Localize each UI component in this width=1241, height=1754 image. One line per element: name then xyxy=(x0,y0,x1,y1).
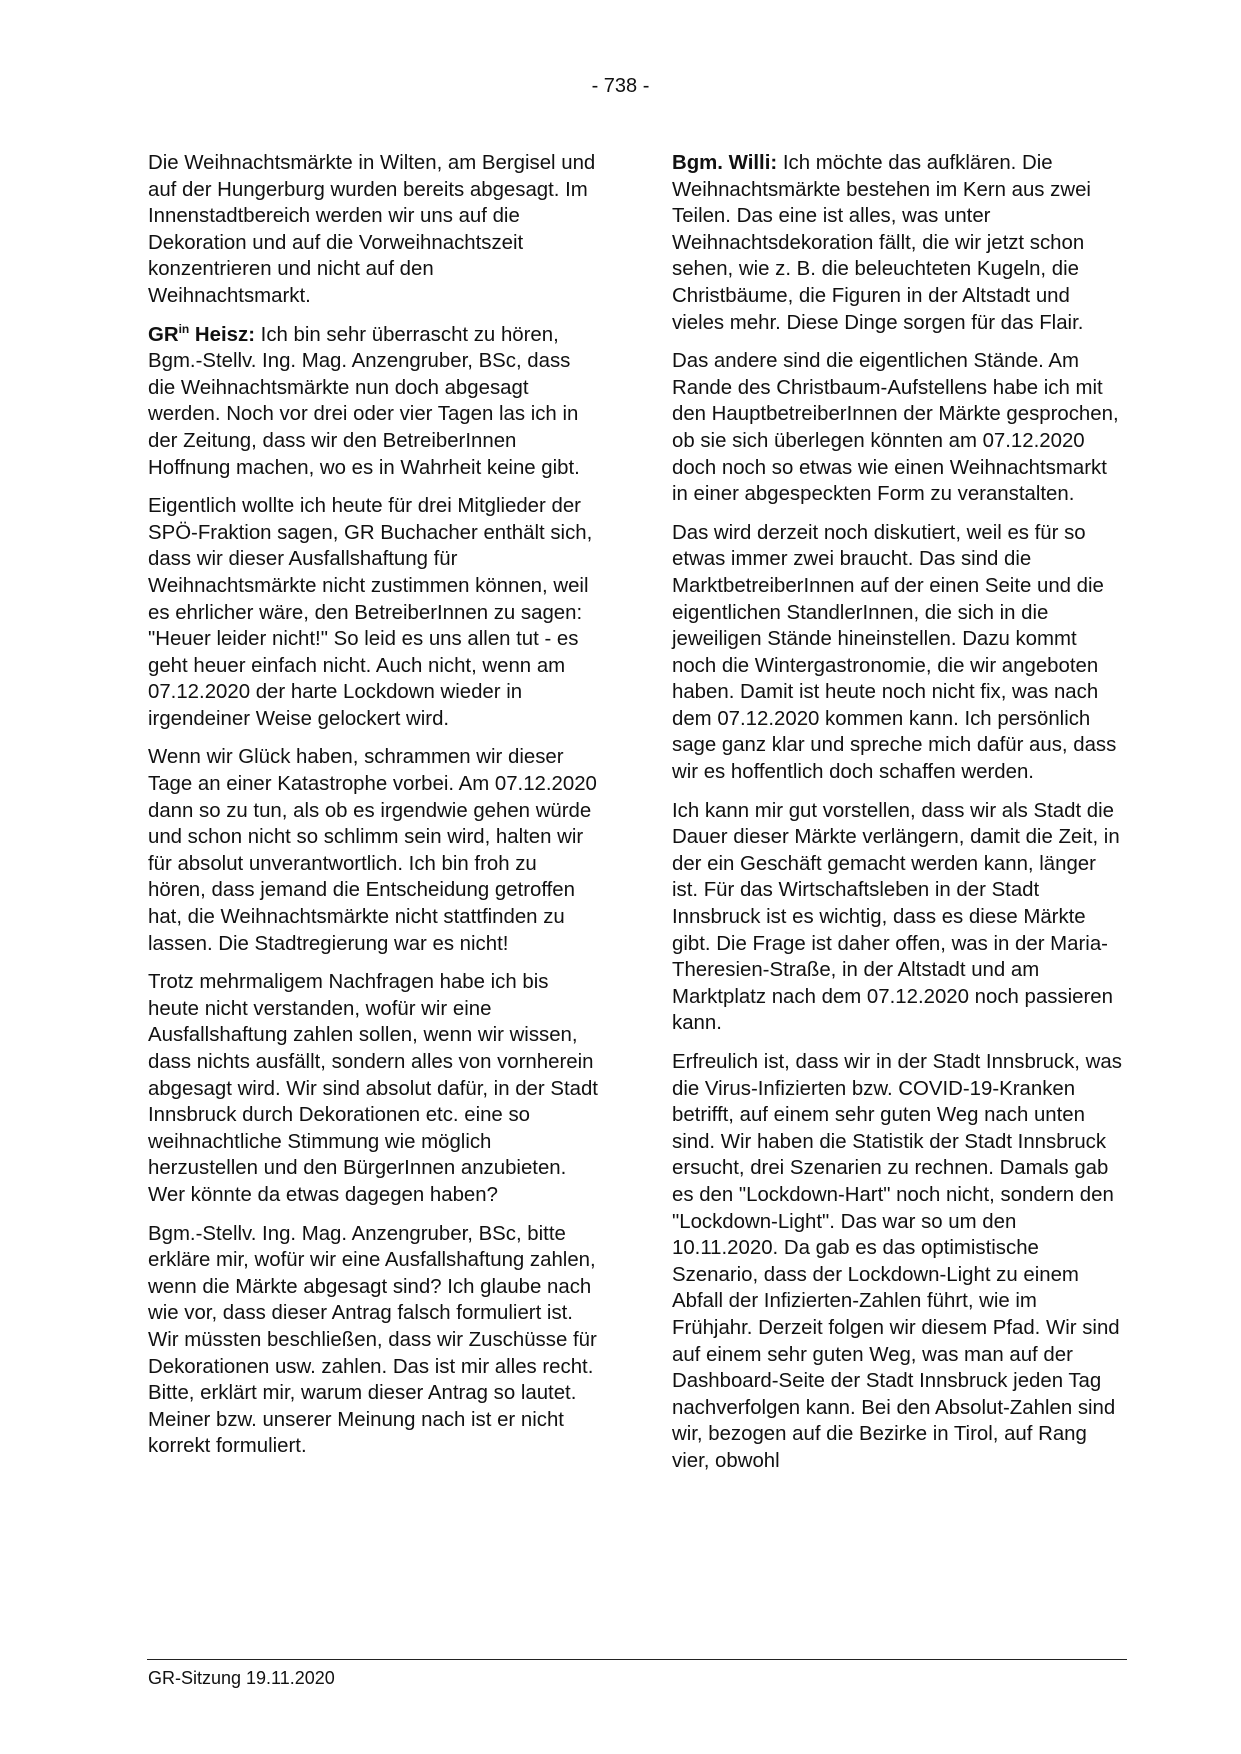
page-number: - 738 - xyxy=(591,75,650,97)
paragraph-text: Ich bin sehr überrascht zu hören, Bgm.-Stellv. Ing. Mag. Anzengruber, BSc, dass die Weihnachtsmärkte nun doch abgesagt werden. Noch vor drei oder vier Tagen las ich in der Zeitung, dass wir den BetreiberInnen Hoffnung machen, wo es in Wahrheit keine gibt. xyxy=(148,323,580,479)
paragraph-text: Ich möchte das aufklären. Die Weihnachtsmärkte bestehen im Kern aus zwei Teilen. Das eine ist alles, was unter Weihnachtsdekoration fällt, die wir jetzt schon sehen, wie z. B. die beleuchteten Kugeln, die Christbäume, die Figuren in der Altstadt und vieles mehr. Diese Dinge sorgen für das Flair. xyxy=(672,152,1091,334)
paragraph: Erfreulich ist, dass wir in der Stadt Innsbruck, was die Virus-Infizierten bzw. COVID-19-Kranken betrifft, auf einem sehr guten Weg nach unten sind. Wir haben die Statistik der Stadt Innsbruck ersucht, drei Szenarien zu rechnen. Damals gab es den "Lockdown-Hart" noch nicht, sondern den "Lockdown-Light". Das war so um den 10.11.2020. Da gab es das optimistische Szenario, dass der Lockdown-Light zu einem Abfall der Infizierten-Zahlen führt, wie im Frühjahr. Derzeit folgen wir diesem Pfad. Wir sind auf einem sehr guten Weg, was man auf der Dashboard-Seite der Stadt Innsbruck jeden Tag nachverfolgen kann. Bei den Absolut-Zahlen sind wir, bezogen auf die Bezirke in Tirol, auf Rang vier, obwohl xyxy=(672,1051,1122,1472)
paragraph: Das wird derzeit noch diskutiert, weil es für so etwas immer zwei braucht. Das sind die MarktbetreiberInnen auf der einen Seite und die eigentlichen StandlerInnen, die sich in die jeweiligen Stände hineinstellen. Dazu kommt noch die Wintergastronomie, die wir angeboten haben. Damit ist heute noch nicht fix, was nach dem 07.12.2020 kommen kann. Ich persönlich sage ganz klar und spreche mich dafür aus, dass wir es hoffentlich doch schaffen werden. xyxy=(672,521,1117,784)
paragraph: Die Weihnachtsmärkte in Wilten, am Bergisel und auf der Hungerburg wurden bereits abgesagt. Im Innenstadtbereich werden wir uns auf die Dekoration und auf die Vorweihnachtszeit konzentrieren und nicht auf den Weihnachtsmarkt. xyxy=(148,152,596,307)
paragraph: Eigentlich wollte ich heute für drei Mitglieder der SPÖ-Fraktion sagen, GR Buchacher enthält sich, dass wir dieser Ausfallshaftung für Weihnachtsmärkte nicht zustimmen können, weil es ehrlicher wäre, den BetreiberInnen zu sagen: "Heuer leider nicht!" So leid es uns allen tut - es geht heuer einfach nicht. Auch nicht, wenn am 07.12.2020 der harte Lockdown wieder in irgendeiner Weise gelockert wird. xyxy=(148,495,593,730)
speaker-surname: Heisz: xyxy=(189,323,255,346)
speaker-title-superscript: in xyxy=(178,321,190,336)
speaker-title: GR xyxy=(148,323,179,346)
paragraph: Trotz mehrmaligem Nachfragen habe ich bis heute nicht verstanden, wofür wir eine Ausfallshaftung zahlen sollen, wenn wir wissen, dass nichts ausfällt, sondern alles von vornherein abgesagt wird. Wir sind absolut dafür, in der Stadt Innsbruck durch Dekorationen etc. eine so weihnachtliche Stimmung wie möglich herzustellen und den BürgerInnen anzubieten. Wer könnte da etwas dagegen haben? xyxy=(148,971,598,1206)
footer-divider xyxy=(147,1659,1127,1660)
paragraph-heisz xyxy=(148,322,598,482)
footer-session-date: GR-Sitzung 19.11.2020 xyxy=(148,1668,335,1688)
paragraph: Ich kann mir gut vorstellen, dass wir als Stadt die Dauer dieser Märkte verlängern, damit die Zeit, in der ein Geschäft gemacht werden kann, länger ist. Für das Wirtschaftsleben in der Stadt Innsbruck ist es wichtig, dass es diese Märkte gibt. Die Frage ist daher offen, was in der Maria-Theresien-Straße, in der Altstadt und am Marktplatz nach dem 07.12.2020 noch passieren kann. xyxy=(672,799,1120,1035)
right-column xyxy=(672,150,1122,1487)
paragraph: Bgm.-Stellv. Ing. Mag. Anzengruber, BSc, bitte erkläre mir, wofür wir eine Ausfallshaftung zahlen, wenn die Märkte abgesagt sind? Ich glaube nach wie vor, dass dieser Antrag falsch formuliert ist. Wir müssten beschließen, dass wir Zuschüsse für Dekorationen usw. zahlen. Das ist mir alles recht. Bitte, erklärt mir, warum dieser Antrag so lautet. Meiner bzw. unserer Meinung nach ist er nicht korrekt formuliert. xyxy=(148,1222,597,1458)
paragraph: Wenn wir Glück haben, schrammen wir dieser Tage an einer Katastrophe vorbei. Am 07.12.2020 dann so zu tun, als ob es irgendwie gehen würde und schon nicht so schlimm sein wird, halten wir für absolut unverantwortlich. Ich bin froh zu hören, dass jemand die Entscheidung getroffen hat, die Weihnachtsmärkte nicht stattfinden zu lassen. Die Stadtregierung war es nicht! xyxy=(148,746,597,955)
speaker-name xyxy=(148,321,255,346)
left-column xyxy=(148,150,598,1472)
speaker-name: Bgm. Willi: xyxy=(672,152,778,174)
paragraph: Das andere sind die eigentlichen Stände. Am Rande des Christbaum-Aufstellens habe ich mit den HauptbetreiberInnen der Märkte gesprochen, ob sie sich überlegen könnten am 07.12.2020 doch noch so etwas wie einen Weihnachtsmarkt in einer abgespeckten Form zu veranstalten. xyxy=(672,350,1119,506)
paragraph-willi xyxy=(672,150,1122,336)
